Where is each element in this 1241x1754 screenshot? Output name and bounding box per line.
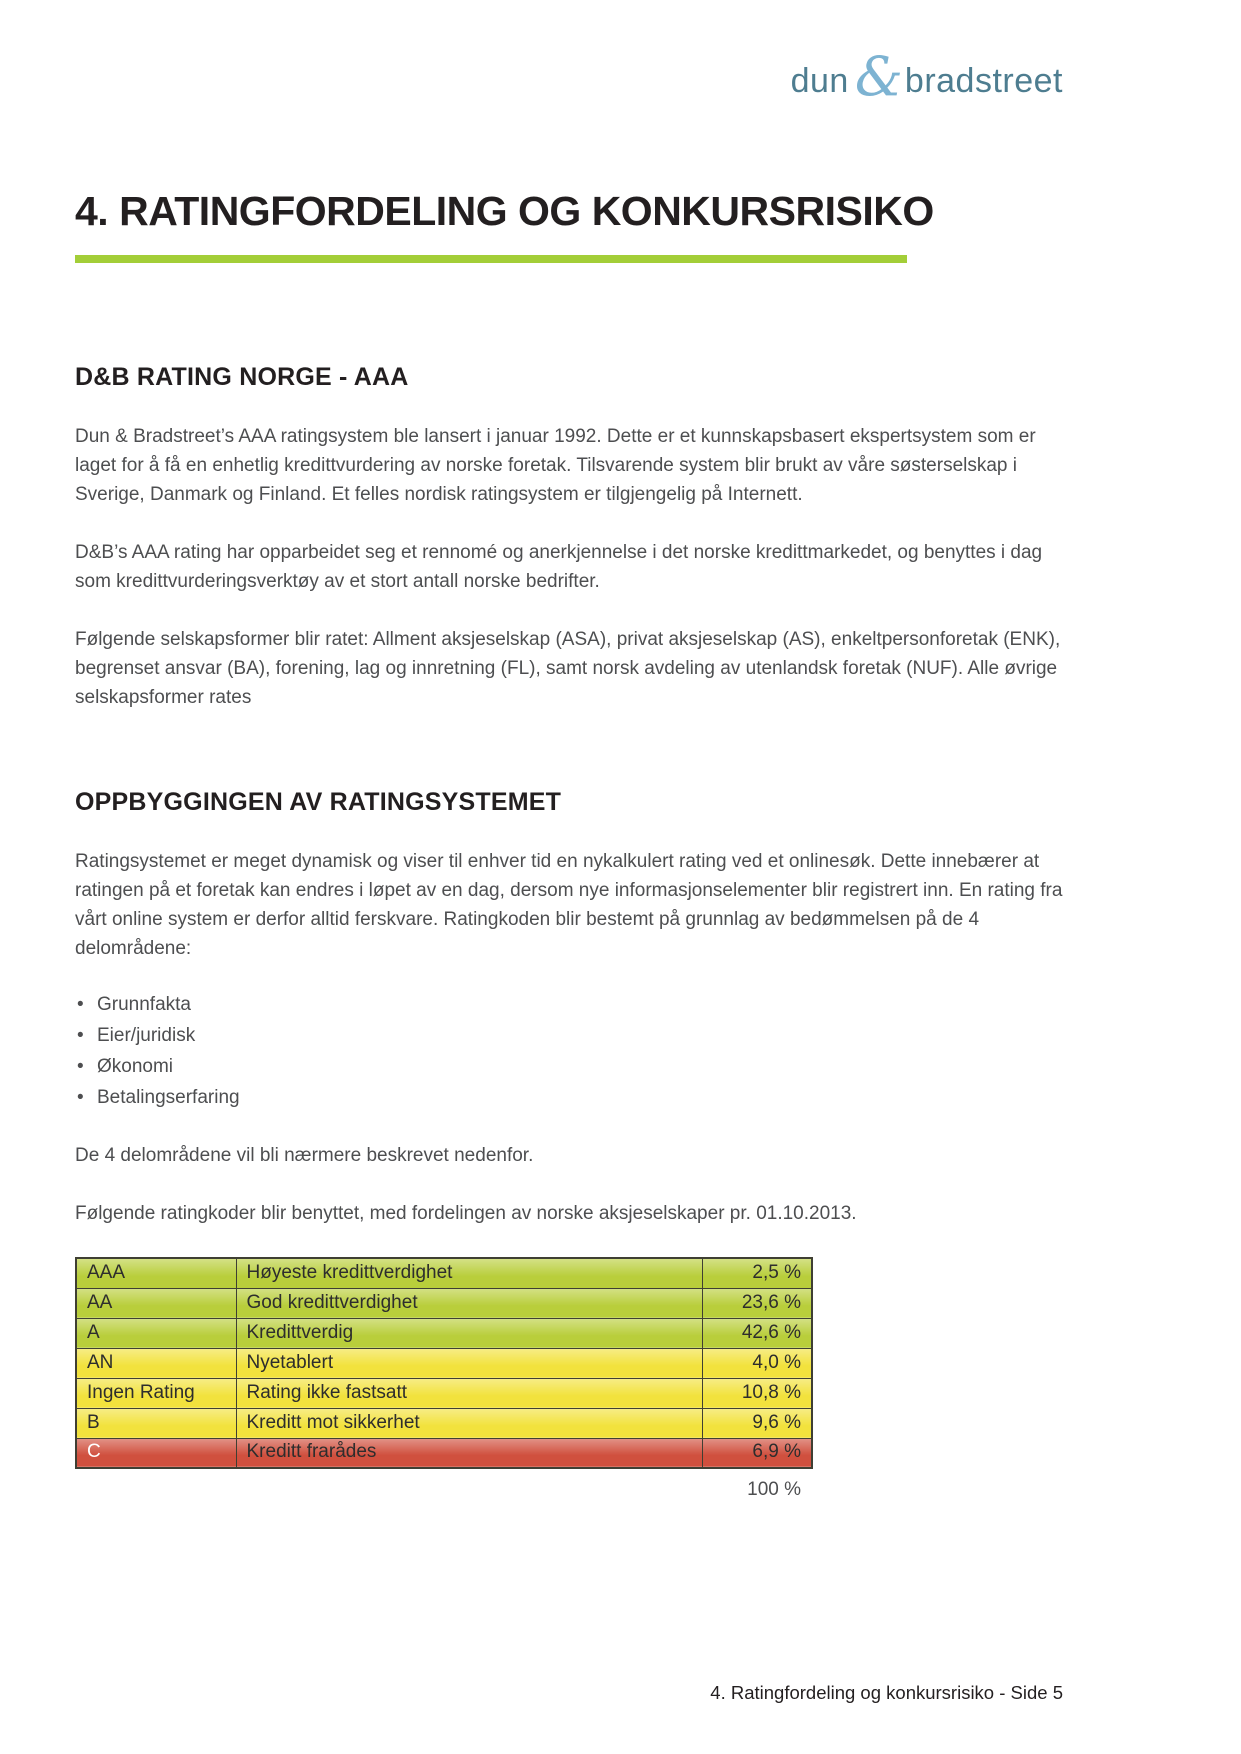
paragraph: Dun & Bradstreet’s AAA ratingsystem ble lansert i januar 1992. Dette er et kunnskapsbasert ekspertsystem som er laget for å få en enhetlig kredittvurdering av norske foretak. Tilsvarende system blir brukt av våre søsterselskap i Sverige, Danmark og Finland. Et felles nordisk ratingsystem er tilgjengelig på Internett. — [75, 426, 1036, 505]
table-row — [76, 1408, 812, 1438]
list-item: • Eier/juridisk — [97, 1023, 1065, 1049]
logo-text-dun: dun — [790, 62, 849, 100]
dun-bradstreet-logo: dun & bradstreet — [790, 45, 1063, 108]
rating-percent-cell: 10,8 % — [702, 1378, 812, 1408]
rating-description-cell: Kreditt frarådes — [236, 1438, 702, 1468]
page-title: 4. RATINGFORDELING OG KONKURSRISIKO — [75, 188, 934, 234]
table-row — [76, 1378, 812, 1408]
rating-percent-cell: 2,5 % — [702, 1258, 812, 1288]
paragraph: Følgende ratingkoder blir benyttet, med fordelingen av norske aksjeselskaper pr. 01.10.2013. — [75, 1203, 857, 1224]
rating-description-cell: Høyeste kredittverdighet — [236, 1258, 702, 1288]
rating-percent-cell: 23,6 % — [702, 1288, 812, 1318]
table-row — [76, 1318, 812, 1348]
table-row — [76, 1438, 812, 1468]
rating-areas-list — [75, 992, 1065, 1111]
rating-code-cell: B — [76, 1408, 236, 1438]
logo-text-bradstreet: bradstreet — [904, 62, 1063, 100]
list-item: • Betalingserfaring — [97, 1085, 1065, 1111]
rating-description-cell: Rating ikke fastsatt — [236, 1378, 702, 1408]
table-total: 100 % — [747, 1479, 801, 1500]
rating-description-cell: Nyetablert — [236, 1348, 702, 1378]
rating-code-cell: Ingen Rating — [76, 1378, 236, 1408]
rating-description-cell: God kredittverdighet — [236, 1288, 702, 1318]
rating-percent-cell: 42,6 % — [702, 1318, 812, 1348]
rating-description-cell: Kredittverdig — [236, 1318, 702, 1348]
rating-percent-cell: 9,6 % — [702, 1408, 812, 1438]
section-oppbygging — [75, 788, 1065, 1228]
rating-code-cell: A — [76, 1318, 236, 1348]
rating-distribution-table — [75, 1257, 813, 1469]
title-accent-rule — [75, 255, 907, 263]
paragraph: D&B’s AAA rating har opparbeidet seg et rennomé og anerkjennelse i det norske kredittmarkedet, og benyttes i dag som kredittvurderingsverktøy av et stort antall norske bedrifter. — [75, 542, 1043, 592]
rating-code-cell: C — [76, 1438, 236, 1468]
rating-code-cell: AAA — [76, 1258, 236, 1288]
rating-percent-cell: 6,9 % — [702, 1438, 812, 1468]
rating-code-cell: AA — [76, 1288, 236, 1318]
paragraph: De 4 delområdene vil bli nærmere beskrevet nedenfor. — [75, 1145, 534, 1166]
table-row — [76, 1258, 812, 1288]
rating-code-cell: AN — [76, 1348, 236, 1378]
list-item: • Økonomi — [97, 1054, 1065, 1080]
list-item: • Grunnfakta — [97, 992, 1065, 1018]
section-heading-oppbygging: OPPBYGGINGEN AV RATINGSYSTEMET — [75, 788, 562, 816]
rating-percent-cell: 4,0 % — [702, 1348, 812, 1378]
rating-description-cell: Kreditt mot sikkerhet — [236, 1408, 702, 1438]
table-row — [76, 1348, 812, 1378]
section-heading-rating-norge: D&B RATING NORGE - AAA — [75, 363, 409, 391]
table-row — [76, 1288, 812, 1318]
paragraph: Ratingsystemet er meget dynamisk og viser til enhver tid en nykalkulert rating ved et onlinesøk. Dette innebærer at ratingen på et foretak kan endres i løpet av en dag, dersom nye informasjonselementer blir registrert inn. En rating fra vårt online system er derfor alltid ferskvare. Ratingkoden blir bestemt på grunnlag av bedømmelsen på de 4 delområdene: — [75, 851, 1063, 959]
paragraph: Følgende selskapsformer blir ratet: Allment aksjeselskap (ASA), privat aksjeselskap (AS), enkeltpersonforetak (ENK), begrenset ansvar (BA), forening, lag og innretning (FL), samt norsk avdeling av utenlandsk foretak (NUF). Alle øvrige selskapsformer rates — [75, 629, 1061, 708]
section-rating-norge — [75, 363, 1065, 712]
page-footer: 4. Ratingfordeling og konkursrisiko - Side 5 — [710, 1682, 1063, 1703]
